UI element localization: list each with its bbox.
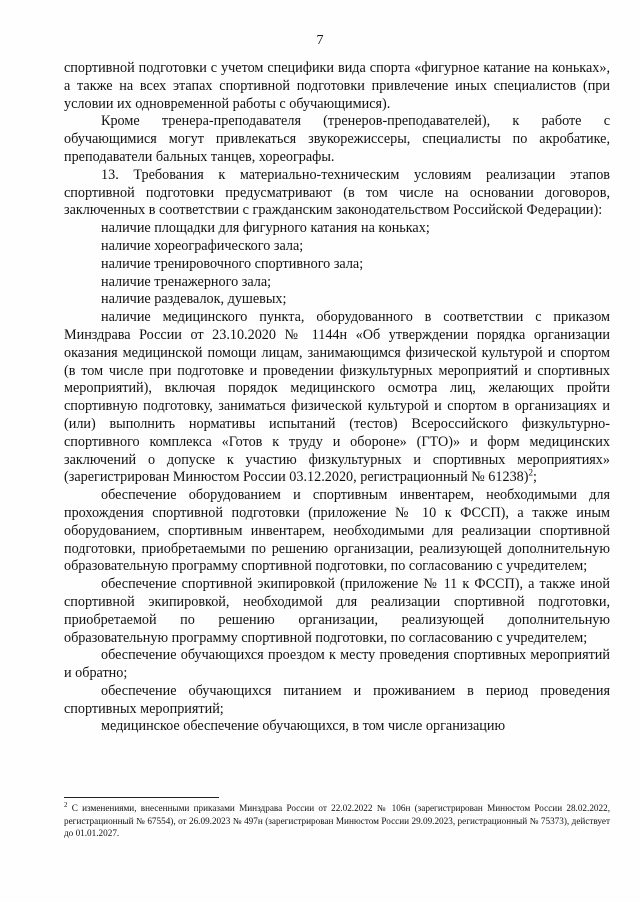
paragraph: обеспечение оборудованием и спортивным инвентарем, необходимыми для прохождения спортивной подготовки (приложение № 10 к ФССП), а также иным оборудованием, спортивным инвентарем, необходимыми для реализации спортивной подготовки, приобретаемыми по решению организации, реализующей дополнительную образовательную программу спортивной подготовки, по согласованию с учредителем; <box>64 487 610 575</box>
paragraph: Кроме тренера-преподавателя (тренеров-преподавателей), к работе с обучающимися могут привлекаться звукорежиссеры, специалисты по акробатике, преподаватели бальных танцев, хореографы. <box>64 113 610 165</box>
footnote-divider <box>64 797 219 798</box>
list-item: наличие тренировочного спортивного зала; <box>101 255 364 272</box>
paragraph: обеспечение спортивной экипировкой (приложение № 11 к ФССП), а также иной спортивной экипировкой, необходимой для реализации спортивной подготовки, приобретаемой по решению организации, реализующей дополнительную образовательную программу спортивной подготовки, по согласованию с учредителем; <box>64 576 610 646</box>
paragraph: обеспечение обучающихся питанием и проживанием в период проведения спортивных мероприятий; <box>64 682 610 717</box>
page-number: 7 <box>316 33 324 48</box>
paragraph: 13. Требования к материально-техническим условиям реализации этапов спортивной подготовки предусматривают (в том числе на основании договоров, заключенных в соответствии с гражданским законодательством Российской Федерации): <box>64 166 610 219</box>
footnote <box>64 802 610 840</box>
paragraph: спортивной подготовки с учетом специфики вида спорта «фигурное катание на коньках», а также на всех этапах спортивной подготовки привлечение иных специалистов (при условии их одновременной работы с обучающимися). <box>64 60 610 112</box>
footnote-marker: 2 <box>64 800 68 809</box>
list-item: наличие площадки для фигурного катания на коньках; <box>101 220 430 237</box>
list-item: наличие хореографического зала; <box>101 237 304 254</box>
list-item: наличие тренажерного зала; <box>101 273 272 290</box>
paragraph: медицинское обеспечение обучающихся, в том числе организацию <box>101 718 506 735</box>
paragraph: обеспечение обучающихся проездом к месту проведения спортивных мероприятий и обратно; <box>64 647 610 682</box>
paragraph: наличие медицинского пункта, оборудованного в соответствии с приказом Минздрава России от 23.10.2020 № 1144н «Об утверждении порядка организации оказания медицинской помощи лицам, занимающимся физической культурой и спортом (в том числе при подготовке и проведении физкультурных мероприятий и спортивных мероприятий), включая порядок медицинского осмотра лиц, желающих пройти спортивную подготовку, заниматься физической культурой и спортом в организациях и (или) выполнить нормативы испытаний (тестов) Всероссийского физкультурно-спортивного комплекса «Готов к труду и обороне» (ГТО)» и форм медицинских заключений о допуске к участию физкультурных и спортивных мероприятиях» (зарегистрирован Минюстом России 03.12.2020, регистрационный № 61238)$^2$; <box>64 309 610 486</box>
document-body <box>64 60 610 736</box>
list-item: наличие раздевалок, душевых; <box>101 291 287 308</box>
footnote-text: С изменениями, внесенными приказами Минздрава России от 22.02.2022 № 106н (зарегистрирован Минюстом России 28.02.2022, регистрационный № 67554), от 26.09.2023 № 497н (зарегистрирован Минюстом России 29.09.2023, регистрационный № 75373), действует до 01.01.2027. <box>64 803 610 838</box>
footnote-ref: 2 <box>528 467 534 478</box>
